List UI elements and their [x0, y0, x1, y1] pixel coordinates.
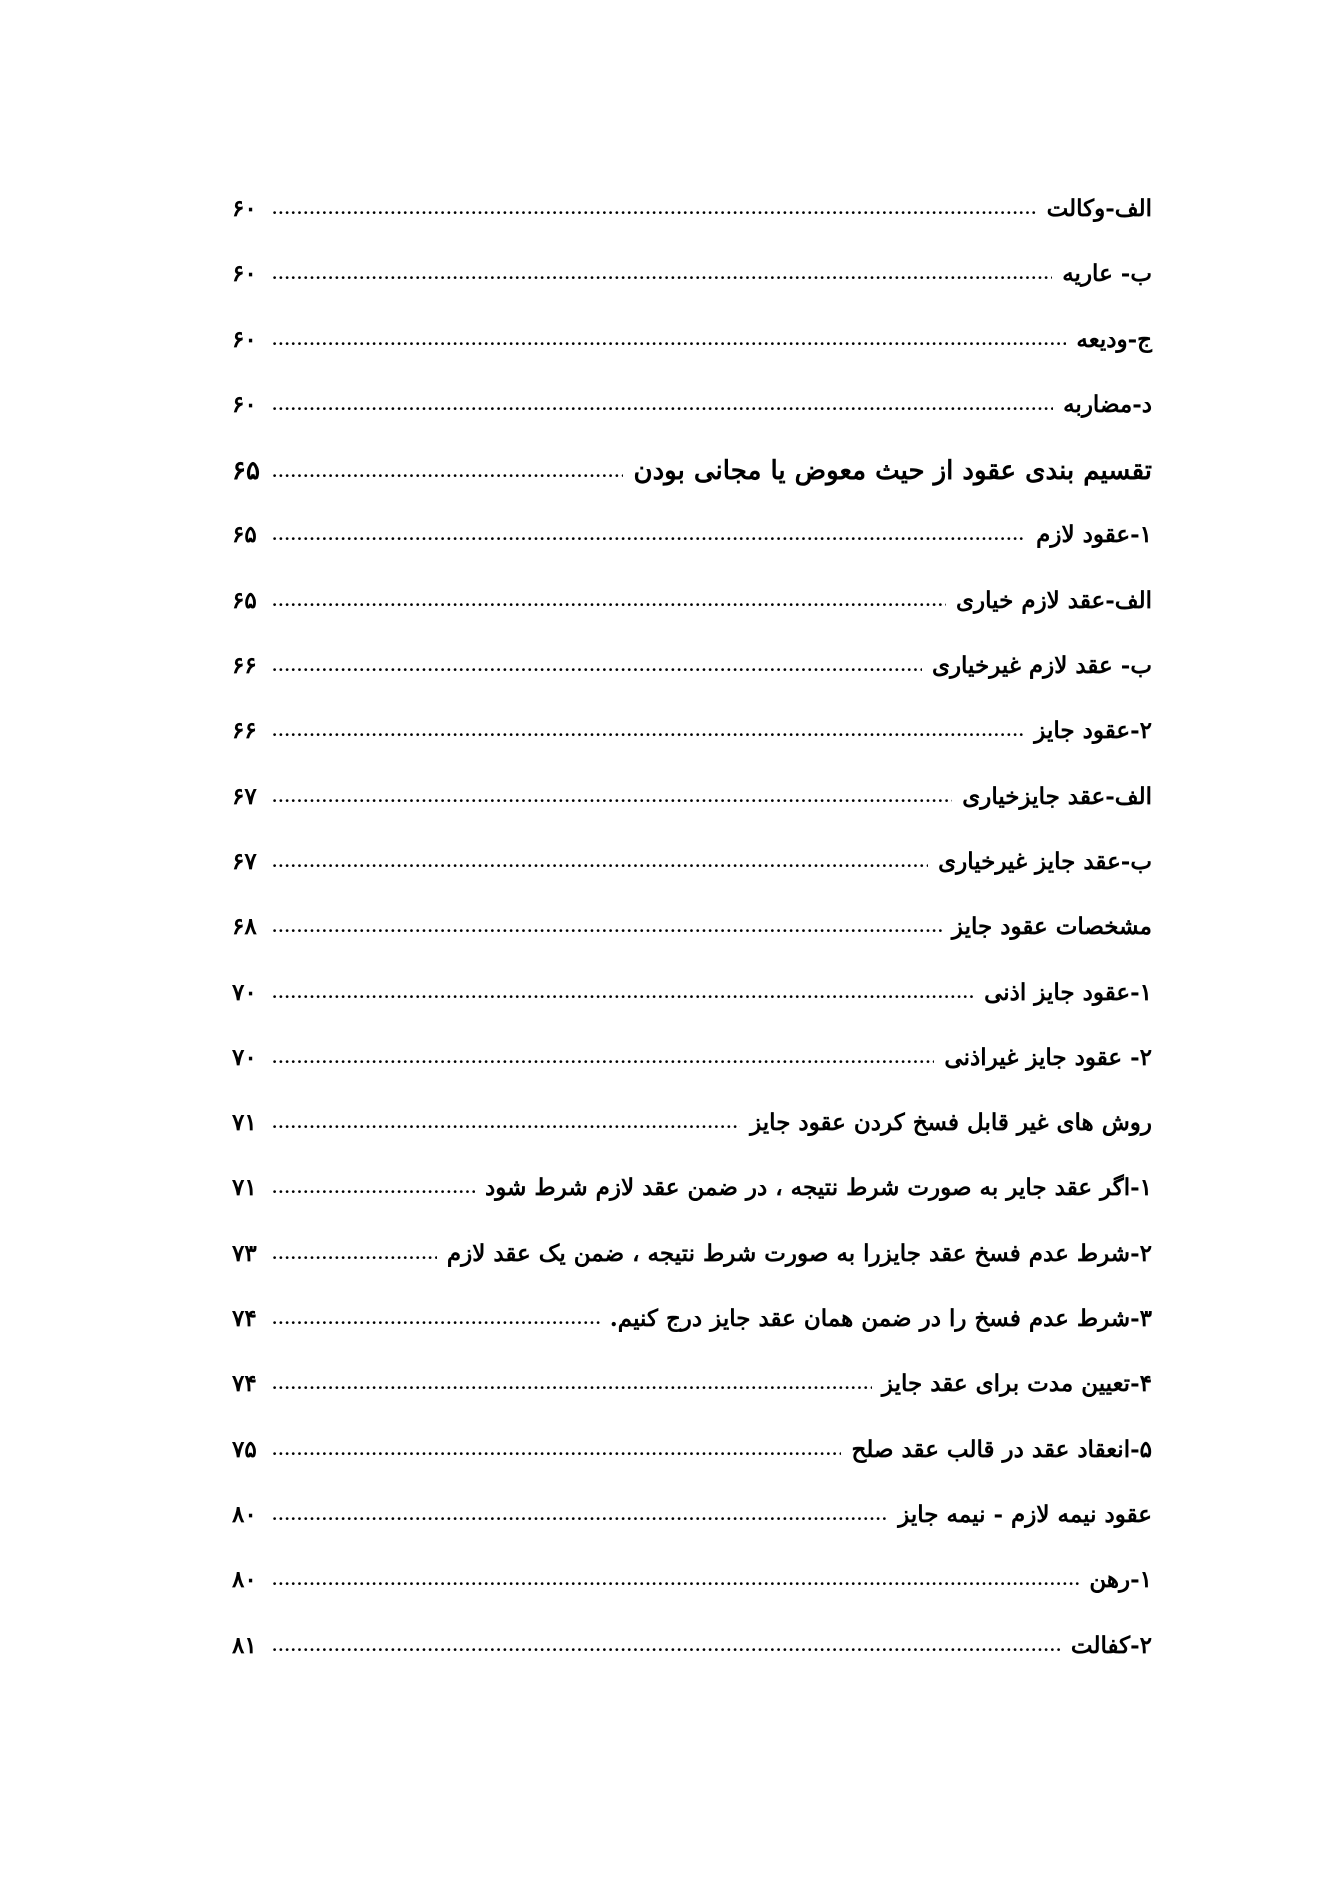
dot-leader [272, 200, 1037, 218]
dot-leader [272, 463, 623, 481]
toc-entry-title: عقود نیمه لازم - نیمه جایز [898, 1500, 1152, 1528]
toc-entry-title: د-مضاربه [1063, 390, 1152, 418]
toc-entry-page: ۶۷ [232, 847, 257, 875]
toc-entry-page: ۶۰ [232, 390, 257, 418]
toc-entry-title: تقسیم بندی عقود از حیث معوض یا مجانی بودن [633, 456, 1152, 487]
dot-leader [272, 1310, 600, 1328]
toc-entry-title: ۳-شرط عدم فسخ را در ضمن همان عقد جایز درج کنیم. [609, 1305, 1152, 1333]
toc-entry [232, 326, 1152, 391]
toc-entry-title: ۲-کفالت [1070, 1631, 1152, 1659]
toc-entry-page: ۷۵ [232, 1435, 257, 1463]
dot-leader [272, 265, 1052, 283]
dot-leader [272, 1571, 1079, 1589]
toc-entry [232, 1436, 1152, 1501]
toc-entry [232, 1632, 1152, 1697]
toc-section-heading [232, 456, 1152, 521]
table-of-contents [232, 195, 1152, 1697]
toc-entry [232, 979, 1152, 1044]
toc-entry-page: ۷۴ [232, 1305, 257, 1333]
toc-entry-page: ۸۰ [232, 1566, 257, 1594]
toc-entry-page: ۷۰ [232, 1043, 257, 1071]
toc-entry [232, 1501, 1152, 1566]
toc-entry [232, 1174, 1152, 1239]
toc-entry-page: ۸۰ [232, 1500, 257, 1528]
toc-entry [232, 1240, 1152, 1305]
dot-leader [272, 1245, 437, 1263]
dot-leader [272, 1637, 1061, 1655]
dot-leader [272, 526, 1026, 544]
toc-entry-page: ۶۵ [232, 586, 257, 614]
toc-entry-title: ب- عقد لازم غیرخیاری [931, 652, 1152, 680]
toc-entry [232, 1109, 1152, 1174]
toc-entry-title: مشخصات عقود جایز [951, 913, 1152, 941]
toc-entry-title: ۵-انعقاد عقد در قالب عقد صلح [851, 1435, 1152, 1463]
dot-leader [272, 722, 1024, 740]
toc-entry-page: ۶۵ [232, 521, 257, 549]
toc-entry-page: ۶۸ [232, 913, 257, 941]
toc-entry-title: ۱-عقود جایز اذنی [984, 978, 1152, 1006]
toc-entry-title: ۱-رهن [1089, 1566, 1152, 1594]
toc-entry-page: ۶۷ [232, 782, 257, 810]
toc-entry [232, 1305, 1152, 1370]
toc-entry-title: ۱-اگر عقد جایر به صورت شرط نتیجه ، در ضمن عقد لازم شرط شود [484, 1174, 1152, 1202]
toc-entry [232, 391, 1152, 456]
dot-leader [272, 396, 1053, 414]
dot-leader [272, 1179, 475, 1197]
dot-leader [272, 853, 928, 871]
toc-entry-title: ۲-عقود جایز [1034, 717, 1152, 745]
toc-entry-page: ۶۰ [232, 325, 257, 353]
toc-entry [232, 521, 1152, 586]
toc-entry-page: ۷۴ [232, 1370, 257, 1398]
toc-entry-title: الف-عقد لازم خیاری [956, 586, 1152, 614]
toc-entry [232, 717, 1152, 782]
dot-leader [272, 918, 942, 936]
toc-entry-page: ۶۰ [232, 195, 257, 222]
toc-entry-title: ۲- عقود جایز غیراذنی [944, 1043, 1152, 1071]
toc-entry [232, 913, 1152, 978]
toc-entry-title: الف-عقد جایزخیاری [962, 782, 1152, 810]
toc-entry-page: ۷۱ [232, 1174, 257, 1202]
dot-leader [272, 657, 922, 675]
toc-entry-title: ۱-عقود لازم [1036, 521, 1152, 549]
toc-entry [232, 195, 1152, 260]
toc-entry [232, 1566, 1152, 1631]
toc-entry [232, 260, 1152, 325]
toc-entry-title: ب- عاریه [1062, 260, 1152, 288]
toc-entry-title: ب-عقد جایز غیرخیاری [938, 847, 1152, 875]
toc-entry [232, 1044, 1152, 1109]
dot-leader [272, 1049, 934, 1067]
dot-leader [272, 788, 952, 806]
toc-entry [232, 587, 1152, 652]
dot-leader [272, 1375, 872, 1393]
dot-leader [272, 984, 974, 1002]
dot-leader [272, 1114, 740, 1132]
toc-entry-page: ۸۱ [232, 1631, 257, 1659]
toc-entry-page: ۷۳ [232, 1239, 257, 1267]
toc-entry [232, 1370, 1152, 1435]
toc-entry-page: ۷۱ [232, 1109, 257, 1137]
toc-entry-title: روش های غیر قابل فسخ کردن عقود جایز [750, 1109, 1152, 1137]
dot-leader [272, 1506, 888, 1524]
toc-entry-page: ۶۶ [232, 717, 257, 745]
toc-entry-page: ۶۶ [232, 652, 257, 680]
toc-entry-title: ۲-شرط عدم فسخ عقد جایزرا به صورت شرط نتیجه ، ضمن یک عقد لازم [446, 1239, 1152, 1267]
toc-entry-title: الف-وکالت [1046, 195, 1152, 222]
toc-entry-page: ۷۰ [232, 978, 257, 1006]
toc-entry [232, 848, 1152, 913]
toc-entry [232, 783, 1152, 848]
dot-leader [272, 1441, 841, 1459]
toc-entry-page: ۶۵ [232, 456, 260, 487]
dot-leader [272, 331, 1066, 349]
toc-entry-title: ۴-تعیین مدت برای عقد جایز [881, 1370, 1152, 1398]
toc-entry-title: ج-ودیعه [1076, 325, 1152, 353]
dot-leader [272, 592, 946, 610]
toc-entry [232, 652, 1152, 717]
toc-entry-page: ۶۰ [232, 260, 257, 288]
